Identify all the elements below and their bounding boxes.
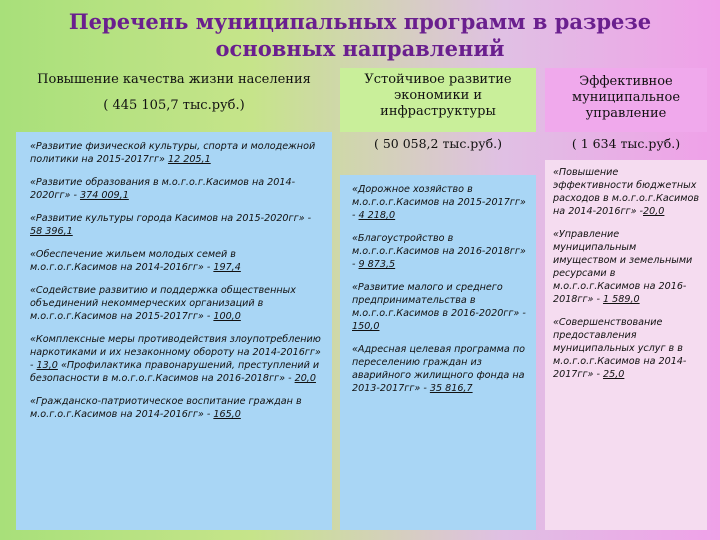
page-title: Перечень муниципальных программ в разрезе основных направлений — [68, 9, 652, 61]
amount: 165,0 — [213, 409, 241, 420]
amount: 374 009,1 — [79, 190, 129, 201]
list-item: «Развитие культуры города Касимов на 2015-2020гг» - 58 396,1 — [30, 213, 312, 237]
amount: 13,0 — [36, 360, 58, 371]
list-item: «Развитие физической культуры, спорта и молодежной политики на 2015-2017гг» 12 205,1 — [30, 141, 316, 165]
amount: 4 218,0 — [358, 210, 396, 221]
program-list-economy — [340, 175, 536, 530]
list-item: «Совершенствование предоставления муниципальных услуг в в м.о.г.о.г.Касимов на 2014-2017гг» - 25,0 — [553, 317, 687, 380]
amount: 150,0 — [352, 321, 380, 332]
column-sum: ( 445 105,7 тыс.руб.) — [103, 98, 245, 113]
list-item: «Комплексные меры противодействия злоупотреблению наркотиками и их незаконному обороту на 2014-2016гг» - 13,0 «Профилактика правонарушений, преступлений и безопасности в м.о.г.о.г.Касимов на 2016-2018гг» - 20,0 — [30, 334, 321, 384]
column-header-label: Эффективное муниципальное управление — [571, 74, 681, 121]
amount: 100,0 — [213, 311, 241, 322]
amount: 1 589,0 — [602, 294, 640, 305]
column-header-label: Устойчивое развитие экономики и инфраструктуры — [364, 72, 512, 119]
amount: 197,4 — [213, 262, 241, 273]
list-item: «Повышение эффективности бюджетных расходов в м.о.г.о.г.Касимов на 2014-2016гг» -20,0 — [553, 167, 699, 217]
amount: 25,0 — [602, 369, 625, 380]
amount: 35 816,7 — [429, 383, 473, 394]
list-item: «Благоустройство в м.о.г.о.г.Касимов на 2016-2018гг» - 9 873,5 — [352, 233, 526, 270]
column-header-quality-of-life — [18, 72, 330, 114]
program-list-quality-of-life — [16, 132, 332, 530]
amount: 20,0 — [294, 373, 316, 384]
column-header-economy — [340, 68, 536, 132]
list-item: «Содействие развитию и поддержка общественных объединений некоммерческих организаций в м.о.г.о.г.Касимов на 2015-2017гг» - 100,0 — [30, 285, 296, 322]
list-item: «Развитие образования в м.о.г.о.г.Касимов на 2014-2020гг» - 374 009,1 — [30, 177, 296, 201]
list-item: «Управление муниципальным имуществом и земельными ресурсами в м.о.г.о.г.Касимов на 2016-2018гг» - 1 589,0 — [553, 229, 693, 305]
program-list-governance — [545, 160, 707, 530]
list-item: «Гражданско-патриотическое воспитание граждан в м.о.г.о.г.Касимов на 2014-2016гг» - 165,0 — [30, 396, 302, 420]
amount: 58 396,1 — [30, 226, 73, 237]
column-sum: ( 1 634 тыс.руб.) — [571, 136, 681, 151]
amount: 9 873,5 — [358, 259, 396, 270]
amount: 12 205,1 — [167, 154, 211, 165]
list-item: «Дорожное хозяйство в м.о.г.о.г.Касимов на 2015-2017гг» - 4 218,0 — [352, 184, 526, 221]
column-sum: ( 50 058,2 тыс.руб.) — [373, 136, 503, 151]
column-header-governance — [545, 68, 707, 132]
amount: 20,0 — [643, 206, 665, 217]
column-header-label: Повышение качества жизни населения — [37, 72, 311, 87]
list-item: «Обеспечение жильем молодых семей в м.о.г.о.г.Касимов на 2014-2016гг» - 197,4 — [30, 249, 241, 273]
list-item: «Развитие малого и среднего предпринимательства в м.о.г.о.г.Касимов в 2016-2020гг» - 150,0 — [352, 282, 526, 332]
list-item: «Адресная целевая программа по переселению граждан из аварийного жилищного фонда на 2013-2017гг» - 35 816,7 — [352, 344, 525, 394]
